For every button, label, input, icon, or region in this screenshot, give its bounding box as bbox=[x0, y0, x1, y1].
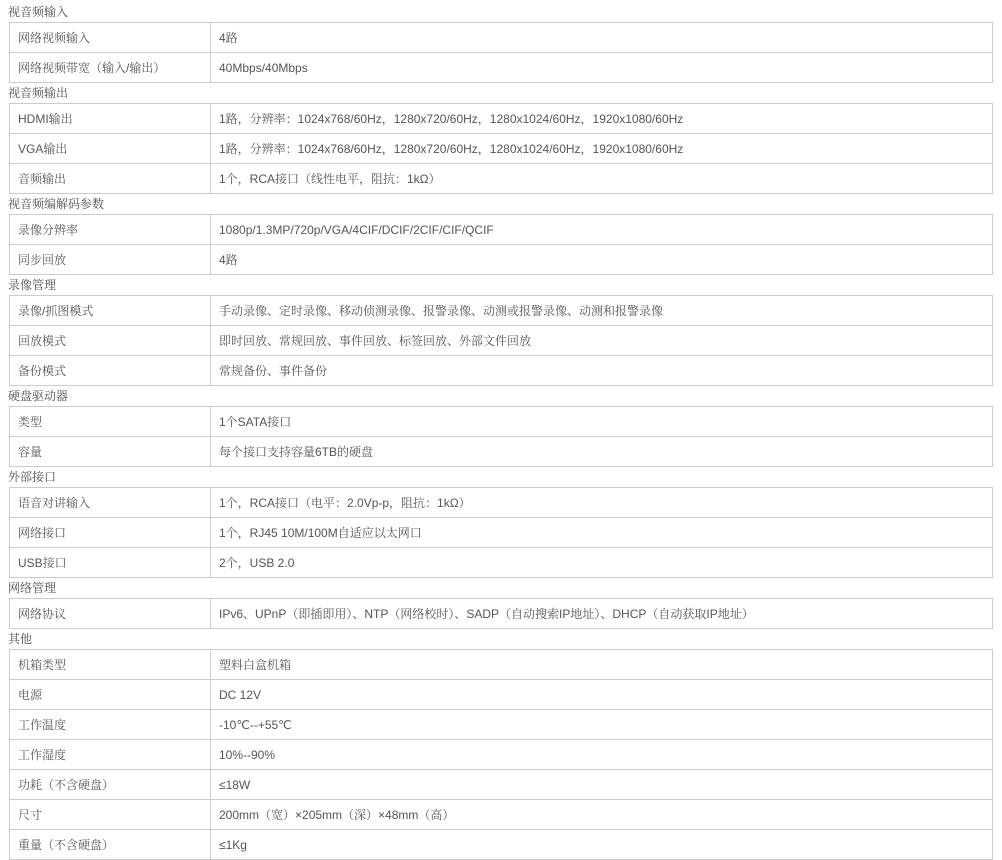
table-row bbox=[10, 770, 993, 800]
spec-table-av-output bbox=[9, 103, 993, 194]
spec-value: 200mm（宽）×205mm（深）×48mm（高） bbox=[211, 800, 993, 830]
spec-label: HDMI输出 bbox=[10, 104, 211, 134]
spec-table-hdd bbox=[9, 406, 993, 467]
spec-label: 重量（不含硬盘） bbox=[10, 830, 211, 860]
spec-label: 语音对讲输入 bbox=[10, 488, 211, 518]
spec-label: 尺寸 bbox=[10, 800, 211, 830]
table-row bbox=[10, 53, 993, 83]
spec-label: 备份模式 bbox=[10, 356, 211, 386]
spec-label: 容量 bbox=[10, 437, 211, 467]
spec-value: 塑料白盒机箱 bbox=[211, 650, 993, 680]
table-row bbox=[10, 134, 993, 164]
section-title-external-interface: 外部接口 bbox=[8, 470, 57, 484]
spec-table-external-interface bbox=[9, 487, 993, 578]
spec-value: 1个，RJ45 10M/100M自适应以太网口 bbox=[211, 518, 993, 548]
spec-value: 1个SATA接口 bbox=[211, 407, 993, 437]
section-title-record-management: 录像管理 bbox=[8, 278, 57, 292]
spec-value: 常规备份、事件备份 bbox=[211, 356, 993, 386]
spec-value: 手动录像、定时录像、移动侦测录像、报警录像、动测或报警录像、动测和报警录像 bbox=[211, 296, 993, 326]
spec-label: 工作湿度 bbox=[10, 740, 211, 770]
spec-label: 录像分辨率 bbox=[10, 215, 211, 245]
table-row bbox=[10, 164, 993, 194]
spec-label: 回放模式 bbox=[10, 326, 211, 356]
table-row bbox=[10, 215, 993, 245]
spec-value: 40Mbps/40Mbps bbox=[211, 53, 993, 83]
table-row bbox=[10, 488, 993, 518]
section-title-codec-params: 视音频编解码参数 bbox=[8, 197, 105, 211]
spec-label: 音频输出 bbox=[10, 164, 211, 194]
spec-value: 2个，USB 2.0 bbox=[211, 548, 993, 578]
section-title-av-input: 视音频输入 bbox=[8, 5, 69, 19]
table-row bbox=[10, 800, 993, 830]
spec-value: 1路，分辨率：1024x768/60Hz，1280x720/60Hz，1280x1024/60Hz，1920x1080/60Hz bbox=[211, 104, 993, 134]
table-row bbox=[10, 680, 993, 710]
table-row bbox=[10, 245, 993, 275]
section-title-network-management: 网络管理 bbox=[8, 581, 57, 595]
spec-label: 网络视频输入 bbox=[10, 23, 211, 53]
spec-table-others bbox=[9, 649, 993, 860]
spec-label: 类型 bbox=[10, 407, 211, 437]
table-row bbox=[10, 296, 993, 326]
spec-label: USB接口 bbox=[10, 548, 211, 578]
spec-table-codec-params bbox=[9, 214, 993, 275]
spec-label: VGA输出 bbox=[10, 134, 211, 164]
spec-value: ≤1Kg bbox=[211, 830, 993, 860]
table-row bbox=[10, 599, 993, 629]
table-row bbox=[10, 23, 993, 53]
spec-label: 网络视频带宽（输入/输出） bbox=[10, 53, 211, 83]
table-row bbox=[10, 710, 993, 740]
table-row bbox=[10, 650, 993, 680]
spec-table-record-management bbox=[9, 295, 993, 386]
spec-value: ≤18W bbox=[211, 770, 993, 800]
table-row bbox=[10, 437, 993, 467]
spec-value: 4路 bbox=[211, 245, 993, 275]
spec-value: 10%--90% bbox=[211, 740, 993, 770]
spec-value: 即时回放、常规回放、事件回放、标签回放、外部文件回放 bbox=[211, 326, 993, 356]
spec-label: 同步回放 bbox=[10, 245, 211, 275]
spec-value: 1路，分辨率：1024x768/60Hz，1280x720/60Hz，1280x1024/60Hz，1920x1080/60Hz bbox=[211, 134, 993, 164]
spec-label: 机箱类型 bbox=[10, 650, 211, 680]
table-row bbox=[10, 407, 993, 437]
table-row bbox=[10, 356, 993, 386]
spec-value: 4路 bbox=[211, 23, 993, 53]
spec-label: 工作温度 bbox=[10, 710, 211, 740]
table-row bbox=[10, 326, 993, 356]
spec-label: 功耗（不含硬盘） bbox=[10, 770, 211, 800]
table-row bbox=[10, 104, 993, 134]
spec-label: 录像/抓图模式 bbox=[10, 296, 211, 326]
spec-value: -10℃--+55℃ bbox=[211, 710, 993, 740]
spec-label: 网络接口 bbox=[10, 518, 211, 548]
table-row bbox=[10, 830, 993, 860]
spec-label: 网络协议 bbox=[10, 599, 211, 629]
spec-value: 1个，RCA接口（电平：2.0Vp-p，阻抗：1kΩ） bbox=[211, 488, 993, 518]
spec-value: DC 12V bbox=[211, 680, 993, 710]
spec-value: IPv6、UPnP（即插即用）、NTP（网络校时）、SADP（自动搜索IP地址）、DHCP（自动获取IP地址） bbox=[211, 599, 993, 629]
section-title-others: 其他 bbox=[8, 632, 33, 646]
spec-label: 电源 bbox=[10, 680, 211, 710]
section-title-av-output: 视音频输出 bbox=[8, 86, 69, 100]
section-title-hdd: 硬盘驱动器 bbox=[8, 389, 69, 403]
spec-table-av-input bbox=[9, 22, 993, 83]
spec-value: 每个接口支持容量6TB的硬盘 bbox=[211, 437, 993, 467]
table-row bbox=[10, 740, 993, 770]
table-row bbox=[10, 518, 993, 548]
spec-value: 1080p/1.3MP/720p/VGA/4CIF/DCIF/2CIF/CIF/QCIF bbox=[211, 215, 993, 245]
spec-table-network-management bbox=[9, 598, 993, 629]
spec-value: 1个，RCA接口（线性电平，阻抗：1kΩ） bbox=[211, 164, 993, 194]
table-row bbox=[10, 548, 993, 578]
